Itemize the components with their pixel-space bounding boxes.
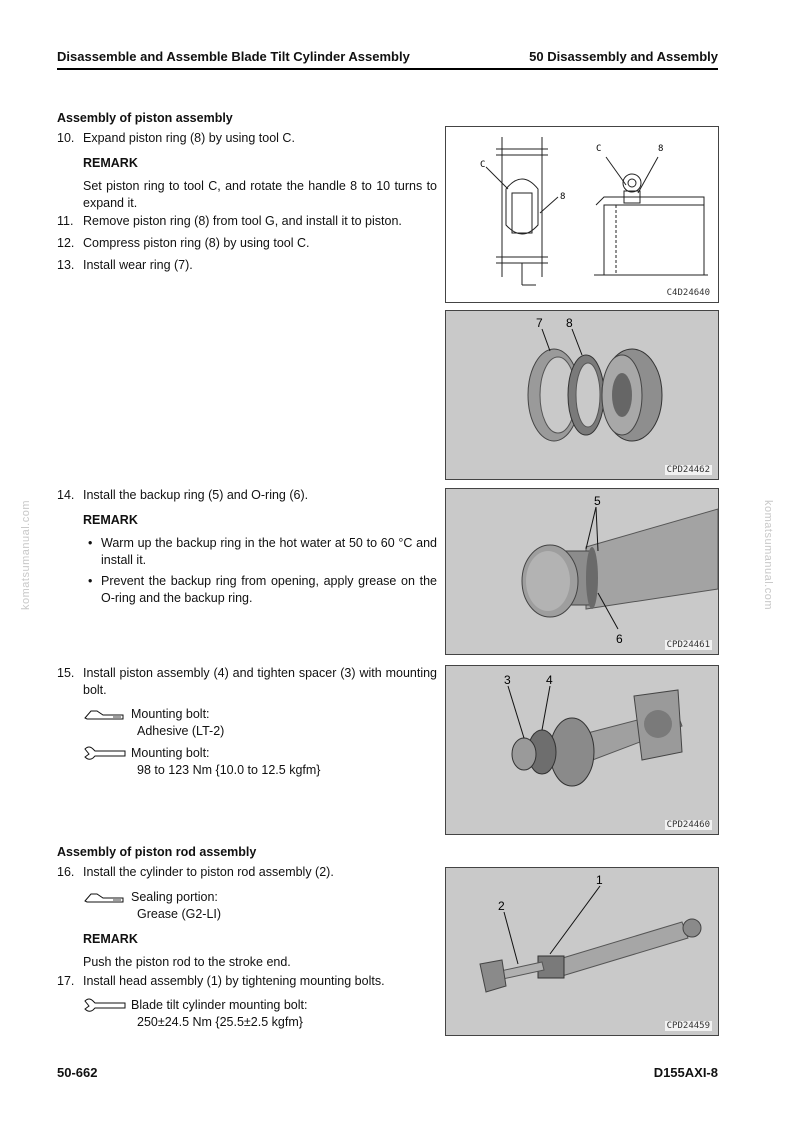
step-11 [57, 213, 437, 230]
label-7: 7 [536, 316, 543, 330]
step-12 [57, 235, 437, 252]
step-text: Remove piston ring (8) from tool G, and install it to piston. [83, 214, 402, 228]
model-code: D155AXI-8 [653, 1065, 718, 1080]
figure-code: CPD24462 [666, 465, 710, 475]
step-number: 14. [57, 488, 75, 502]
spec-value: Adhesive (LT-2) [137, 724, 225, 738]
rings-illustration [446, 311, 718, 479]
label-C-right: C [596, 144, 602, 154]
section-heading-piston: Assembly of piston assembly [57, 111, 233, 125]
step-text: Compress piston ring (8) by using tool C. [83, 236, 310, 250]
spec-label: Mounting bolt: [131, 707, 210, 721]
figure-code: CPD24461 [666, 640, 710, 650]
step-number: 10. [57, 131, 75, 145]
spec-adhesive [83, 706, 224, 740]
step-10 [57, 130, 437, 212]
label-8: 8 [560, 192, 566, 202]
spec-label: Sealing portion: [131, 890, 218, 904]
spec-value: Grease (G2-LI) [137, 907, 222, 921]
step-number: 17. [57, 974, 75, 988]
spec-torque [83, 745, 320, 779]
figure-backup-ring-photo [445, 488, 719, 655]
step-text: Install the cylinder to piston rod assembly (2). [83, 865, 334, 879]
step-number: 12. [57, 236, 75, 250]
figure-piston-assembly-photo [445, 665, 719, 835]
step-number: 15. [57, 666, 75, 680]
label-6: 6 [616, 632, 623, 646]
torque-wrench-icon [83, 998, 127, 1017]
remark-bullet: • Prevent the backup ring from opening, apply grease on the O-ring and the backup ring. [83, 573, 437, 607]
step-text: Install head assembly (1) by tightening mounting bolts. [83, 974, 385, 988]
step-text: Install piston assembly (4) and tighten spacer (3) with mounting bolt. [83, 666, 437, 697]
remark-label: REMARK [83, 932, 138, 946]
remark-text: Set piston ring to tool C, and rotate the handle 8 to 10 turns to expand it. [83, 179, 437, 210]
watermark-right: komatsumanual.com [762, 500, 774, 610]
figure-code: C4D24640 [666, 288, 710, 298]
piston-assembly-illustration [446, 666, 718, 834]
step-14 [57, 487, 437, 607]
step-16-remark [57, 931, 437, 971]
label-2: 2 [498, 899, 505, 913]
remark-label: REMARK [83, 513, 138, 527]
page-header [57, 46, 718, 70]
label-8-right: 8 [658, 144, 664, 154]
figure-code: CPD24460 [666, 820, 710, 830]
piston-rod-end-illustration [446, 489, 718, 654]
cylinder-illustration [446, 868, 718, 1035]
figure-wear-ring-photo [445, 310, 719, 480]
step-number: 11. [57, 214, 74, 228]
tool-c-illustration [446, 127, 718, 302]
figure-tool-c-drawing [445, 126, 719, 303]
spec-torque-head [83, 997, 307, 1031]
spec-label: Mounting bolt: [131, 746, 210, 760]
spec-grease [83, 889, 221, 923]
label-5: 5 [594, 494, 601, 508]
header-title: Disassemble and Assemble Blade Tilt Cylinder Assembly [57, 49, 410, 64]
spec-label: Blade tilt cylinder mounting bolt: [131, 998, 308, 1012]
spec-value: 98 to 123 Nm {10.0 to 12.5 kgfm} [137, 763, 321, 777]
step-number: 16. [57, 865, 75, 879]
page-number: 50-662 [57, 1065, 98, 1080]
label-1: 1 [596, 873, 603, 887]
adhesive-tube-icon [83, 707, 127, 726]
section-heading-rod: Assembly of piston rod assembly [57, 845, 257, 859]
figure-cylinder-photo [445, 867, 719, 1036]
step-text: Expand piston ring (8) by using tool C. [83, 131, 295, 145]
figure-code: CPD24459 [666, 1021, 710, 1031]
spec-value: 250±24.5 Nm {25.5±2.5 kgfm} [137, 1015, 303, 1029]
step-16 [57, 864, 437, 881]
watermark-left: komatsumanual.com [20, 500, 32, 610]
step-15 [57, 665, 437, 699]
step-17 [57, 973, 437, 990]
remark-text: Push the piston rod to the stroke end. [83, 955, 291, 969]
remark-bullet: • Warm up the backup ring in the hot water at 50 to 60 °C and install it. [83, 535, 437, 569]
header-section: 50 Disassembly and Assembly [529, 49, 718, 64]
step-13 [57, 257, 437, 274]
label-4: 4 [546, 673, 553, 687]
grease-tube-icon [83, 890, 127, 909]
remark-label: REMARK [83, 156, 138, 170]
label-8: 8 [566, 316, 573, 330]
step-number: 13. [57, 258, 75, 272]
torque-wrench-icon [83, 746, 127, 765]
label-C: C [480, 160, 486, 170]
step-text: Install the backup ring (5) and O-ring (6). [83, 488, 309, 502]
label-3: 3 [504, 673, 511, 687]
step-text: Install wear ring (7). [83, 258, 193, 272]
